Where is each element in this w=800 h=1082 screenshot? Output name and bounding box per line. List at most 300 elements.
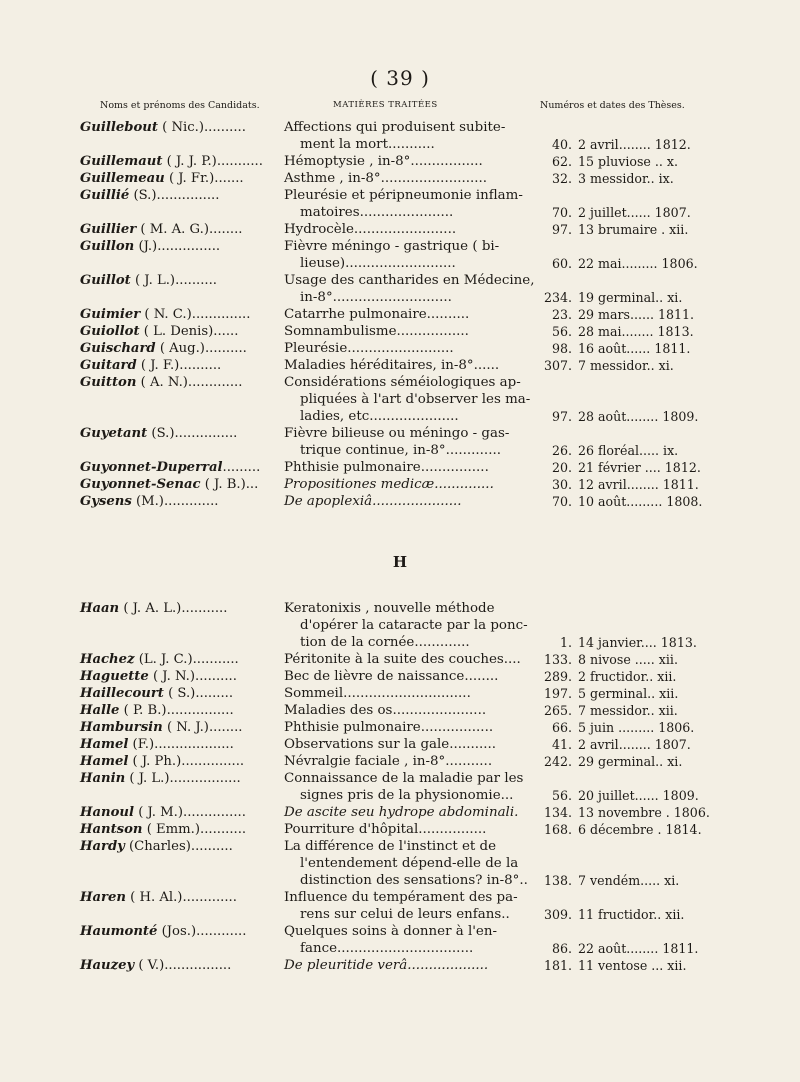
candidate-name: [80, 685, 276, 702]
thesis-subject: [284, 838, 528, 889]
candidate-name: [80, 170, 276, 187]
subject-text: Bec de lièvre de naissance: [284, 669, 465, 684]
thesis-subject: [284, 238, 524, 272]
subject-line: [284, 391, 531, 408]
leader-dots: ...............: [174, 426, 238, 441]
subject-text: Phthisie pulmonaire: [284, 460, 421, 475]
leader-dots: ................: [418, 822, 487, 837]
thesis-number: 56.: [551, 324, 572, 339]
leader-dots: ..............: [191, 307, 251, 322]
leader-dots: .................: [396, 324, 469, 339]
candidate-name: [80, 493, 276, 510]
thesis-entry: [0, 306, 800, 323]
subject-line: [284, 255, 524, 272]
subject-line: [284, 702, 524, 719]
thesis-date: 7 messidor.. xii.: [578, 703, 678, 718]
subject-text: Hémoptysie , in-8°: [284, 154, 411, 169]
leader-dots: ...........: [181, 601, 228, 616]
subject-text: Péritonite à la suite des couches: [284, 652, 504, 667]
thesis-entry: [0, 668, 800, 685]
leader-dots: .....................: [372, 494, 462, 509]
thesis-number: 26.: [551, 443, 572, 458]
subject-line: [284, 408, 524, 425]
candidate-surname: Guillié: [80, 188, 130, 203]
candidate-surname: Hanoul: [80, 805, 134, 820]
header-subjects: MATIÈRES TRAITÉES: [333, 100, 438, 110]
leader-dots: ...........: [449, 737, 497, 752]
leader-dots: ................: [164, 958, 232, 973]
leader-dots: .................: [420, 720, 494, 735]
subject-line: [284, 425, 524, 442]
candidate-surname: Hachez: [80, 652, 135, 667]
thesis-date: 26 floréal..... ix.: [578, 443, 679, 458]
thesis-number: 181.: [543, 958, 572, 973]
subject-text: tion de la cornée: [300, 635, 415, 650]
candidate-surname: Guischard: [80, 341, 156, 356]
subject-text: Maladies héréditaires, in-8°: [284, 358, 474, 373]
leader-dots: ......: [473, 358, 500, 373]
leader-dots: ....: [503, 652, 521, 667]
thesis-number: 234.: [543, 290, 572, 305]
subject-text: Influence du tempérament des pa-: [284, 890, 518, 905]
thesis-number: 289.: [543, 669, 572, 684]
subject-line: [284, 340, 524, 357]
leader-dots: ...............: [157, 239, 221, 254]
thesis-date: 2 avril........ 1807.: [578, 737, 691, 752]
candidate-name: [80, 374, 276, 391]
thesis-entry: [0, 804, 800, 821]
candidate-surname: Guimier: [80, 307, 141, 322]
leader-dots: ......................: [359, 205, 454, 220]
thesis-number: 62.: [551, 154, 572, 169]
leader-dots: ...: [500, 788, 514, 803]
candidate-name: [80, 238, 276, 255]
thesis-date: 13 novembre . 1806.: [578, 805, 710, 820]
thesis-number: 86.: [551, 941, 572, 956]
subject-line: [284, 323, 524, 340]
thesis-date: 5 germinal.. xii.: [578, 686, 679, 701]
thesis-subject: [284, 889, 524, 923]
thesis-subject: [284, 425, 524, 459]
candidate-name: [80, 889, 276, 906]
subject-text: Catarrhe pulmonaire: [284, 307, 427, 322]
subject-line: [284, 238, 524, 255]
leader-dots: ....................: [373, 409, 459, 424]
thesis-entry: [0, 119, 800, 153]
subject-text: Usage des cantharides en Médecine,: [284, 273, 535, 288]
candidate-name: [80, 153, 276, 170]
candidate-name: [80, 272, 276, 289]
thesis-number: 133.: [543, 652, 572, 667]
thesis-date: 29 mars...... 1811.: [578, 307, 695, 322]
thesis-subject: [284, 600, 528, 651]
thesis-date: 16 août...... 1811.: [578, 341, 691, 356]
subject-line: [284, 289, 524, 306]
thesis-entry: [0, 889, 800, 923]
leader-dots: .........: [222, 460, 261, 475]
candidate-name: [80, 838, 276, 855]
candidate-surname: Hambursin: [80, 720, 163, 735]
subject-line: [284, 221, 524, 238]
candidate-surname: Haan: [80, 601, 120, 616]
candidate-surname: Guiollot: [80, 324, 140, 339]
subject-text: Somnambulisme: [284, 324, 397, 339]
thesis-subject: [284, 651, 524, 668]
candidate-surname: Guillemaut: [80, 154, 163, 169]
candidate-given-name: ( Emm.): [142, 822, 201, 837]
leader-dots: .............: [414, 635, 470, 650]
thesis-subject: [284, 459, 524, 476]
subject-text: Considérations séméiologiques ap-: [284, 375, 521, 390]
thesis-date: 2 juillet...... 1807.: [578, 205, 691, 220]
candidate-surname: Haillecourt: [80, 686, 164, 701]
candidate-given-name: (S.): [147, 426, 175, 441]
thesis-entry: [0, 736, 800, 753]
thesis-entry: [0, 357, 800, 374]
section-h-entries: [0, 600, 800, 974]
candidate-surname: Haumonté: [80, 924, 158, 939]
subject-text: Affections qui produisent subite-: [284, 120, 506, 135]
candidate-given-name: ( J. B.): [200, 477, 246, 492]
thesis-entry: [0, 821, 800, 838]
candidate-given-name: ( S.): [163, 686, 196, 701]
leader-dots: ..: [501, 907, 510, 922]
candidate-surname: Guyonnet-Duperral: [80, 460, 223, 475]
thesis-entry: [0, 187, 800, 221]
subject-text: matoires: [300, 205, 360, 220]
candidate-given-name: ( J. M.): [134, 805, 184, 820]
leader-dots: ........: [208, 720, 243, 735]
thesis-number: 30.: [551, 477, 572, 492]
thesis-date: 2 avril........ 1812.: [578, 137, 691, 152]
candidate-name: [80, 804, 276, 821]
leader-dots: ...................: [407, 958, 489, 973]
leader-dots: ..............................: [343, 686, 471, 701]
thesis-subject: [284, 221, 524, 238]
candidate-given-name: ( V.): [134, 958, 165, 973]
subject-line: [284, 187, 524, 204]
subject-line: [284, 838, 524, 855]
subject-line: [284, 719, 524, 736]
subject-text: Pleurésie: [284, 341, 348, 356]
candidate-name: [80, 119, 276, 136]
leader-dots: .................: [169, 771, 241, 786]
thesis-entry: [0, 476, 800, 493]
subject-line: [284, 821, 524, 838]
subject-line: [284, 855, 524, 872]
thesis-date: 5 juin ......... 1806.: [578, 720, 695, 735]
subject-text: rens sur celui de leurs enfans: [300, 907, 502, 922]
thesis-subject: [284, 357, 524, 374]
subject-text: Hydrocèle: [284, 222, 354, 237]
leader-dots: ...........: [192, 652, 239, 667]
thesis-date: 2 fructidor.. xii.: [578, 669, 677, 684]
candidate-given-name: ( N. J.): [162, 720, 209, 735]
candidate-name: [80, 323, 276, 340]
subject-line: [284, 204, 524, 221]
candidate-name: [80, 340, 276, 357]
candidate-given-name: (Charles): [124, 839, 191, 854]
subject-line: [284, 306, 524, 323]
candidate-name: [80, 425, 276, 442]
subject-line: [284, 459, 524, 476]
subject-line: [284, 787, 524, 804]
candidate-given-name: (Jos.): [157, 924, 197, 939]
subject-line: [284, 170, 524, 187]
leader-dots: ..........: [195, 669, 237, 684]
subject-text: lieuse): [300, 256, 346, 271]
subject-line: [284, 600, 524, 617]
thesis-number: 197.: [543, 686, 572, 701]
subject-text: Quelques soins à donner à l'en-: [284, 924, 498, 939]
leader-dots: ........: [208, 222, 243, 237]
candidate-given-name: ( J. J. P.): [162, 154, 217, 169]
leader-dots: ...............: [156, 188, 220, 203]
candidate-given-name: ( N. C.): [140, 307, 192, 322]
thesis-entry: [0, 719, 800, 736]
thesis-entry: [0, 957, 800, 974]
thesis-subject: [284, 702, 524, 719]
thesis-date: 8 nivose ..... xii.: [578, 652, 678, 667]
leader-dots: ................................: [337, 941, 474, 956]
thesis-entry: [0, 238, 800, 272]
thesis-date: 20 juillet...... 1809.: [578, 788, 699, 803]
thesis-subject: [284, 476, 524, 493]
subject-line: [284, 357, 524, 374]
candidate-surname: Guyetant: [80, 426, 148, 441]
leader-dots: ...............: [183, 805, 246, 820]
thesis-entry: [0, 153, 800, 170]
thesis-date: 11 fructidor.. xii.: [578, 907, 685, 922]
subject-text: Sommeil: [284, 686, 344, 701]
thesis-number: 168.: [543, 822, 572, 837]
candidate-surname: Hanin: [80, 771, 126, 786]
leader-dots: .............: [445, 443, 501, 458]
subject-text: pliquées à l'art d'observer les ma-: [300, 392, 531, 407]
thesis-subject: [284, 153, 524, 170]
subject-line: [284, 906, 524, 923]
subject-line: [284, 872, 528, 889]
thesis-subject: [284, 323, 524, 340]
thesis-entry: [0, 272, 800, 306]
subject-line: [284, 272, 535, 289]
candidate-surname: Guitard: [80, 358, 137, 373]
candidate-name: [80, 702, 276, 719]
thesis-number: 1.: [559, 635, 572, 650]
thesis-entry: [0, 493, 800, 510]
subject-line: [284, 889, 524, 906]
candidate-surname: Guillebout: [80, 120, 158, 135]
thesis-number: 40.: [551, 137, 572, 152]
subject-text: d'opérer la cataracte par la ponc-: [300, 618, 528, 633]
leader-dots: ............................: [332, 290, 452, 305]
subject-text: ment la mort: [300, 137, 388, 152]
subject-line: [284, 374, 524, 391]
leader-dots: ...: [245, 477, 259, 492]
subject-text: Pourriture d'hôpital: [284, 822, 419, 837]
candidate-name: [80, 753, 276, 770]
subject-text: fance: [300, 941, 337, 956]
candidate-given-name: ( A. N.): [136, 375, 188, 390]
thesis-number: 70.: [551, 494, 572, 509]
thesis-date: 28 mai........ 1813.: [578, 324, 694, 339]
candidate-name: [80, 821, 276, 838]
thesis-subject: [284, 736, 524, 753]
candidate-name: [80, 476, 276, 493]
thesis-number: 138.: [543, 873, 572, 888]
thesis-subject: [284, 668, 524, 685]
thesis-date: 22 août........ 1811.: [578, 941, 699, 956]
thesis-entry: [0, 702, 800, 719]
candidate-surname: Guillier: [80, 222, 137, 237]
candidate-given-name: ( Nic.): [157, 120, 204, 135]
thesis-entry: [0, 170, 800, 187]
leader-dots: ................: [420, 460, 489, 475]
thesis-subject: [284, 119, 524, 153]
thesis-subject: [284, 170, 524, 187]
subject-line: [284, 476, 524, 493]
candidate-surname: Guillot: [80, 273, 131, 288]
thesis-date: 7 vendém..... xi.: [578, 873, 680, 888]
thesis-date: 14 janvier.... 1813.: [578, 635, 697, 650]
subject-text: La différence de l'instinct et de: [284, 839, 497, 854]
leader-dots: .............: [187, 375, 243, 390]
thesis-entry: [0, 374, 800, 425]
candidate-name: [80, 719, 276, 736]
thesis-entry: [0, 753, 800, 770]
thesis-number: 134.: [543, 805, 572, 820]
thesis-entry: [0, 323, 800, 340]
candidate-surname: Guitton: [80, 375, 137, 390]
thesis-subject: [284, 685, 524, 702]
leader-dots: ...........: [216, 154, 263, 169]
thesis-subject: [284, 340, 524, 357]
leader-dots: ......: [213, 324, 239, 339]
leader-dots: ..........: [203, 120, 246, 135]
leader-dots: ......................: [392, 703, 487, 718]
candidate-name: [80, 459, 276, 476]
thesis-number: 98.: [551, 341, 572, 356]
leader-dots: ............: [196, 924, 247, 939]
thesis-number: 265.: [543, 703, 572, 718]
candidate-given-name: ( P. B.): [119, 703, 167, 718]
candidate-name: [80, 187, 276, 204]
subject-text: Fièvre méningo - gastrique ( bi-: [284, 239, 500, 254]
thesis-number: 32.: [551, 171, 572, 186]
thesis-number: 97.: [551, 222, 572, 237]
thesis-subject: [284, 923, 524, 957]
leader-dots: ................: [166, 703, 234, 718]
thesis-subject: [284, 187, 524, 221]
candidate-surname: Gysens: [80, 494, 132, 509]
candidate-given-name: (S.): [129, 188, 157, 203]
header-thesis-numbers-dates: Numéros et dates des Thèses.: [540, 100, 685, 111]
subject-line: [284, 136, 524, 153]
subject-text: Asthme , in-8°: [284, 171, 381, 186]
candidate-given-name: (J.): [134, 239, 158, 254]
candidate-given-name: ( J. Ph.): [128, 754, 182, 769]
candidate-given-name: ( Aug.): [155, 341, 205, 356]
page-number: ( 39 ): [370, 66, 430, 90]
leader-dots: ..........: [426, 307, 470, 322]
leader-dots: .............: [182, 890, 237, 905]
subject-text: Fièvre bilieuse ou méningo - gas-: [284, 426, 510, 441]
subject-text: l'entendement dépend-elle de la: [300, 856, 519, 871]
thesis-number: 60.: [551, 256, 572, 271]
leader-dots: ..........: [175, 273, 217, 288]
thesis-entry: [0, 685, 800, 702]
leader-dots: .........: [195, 686, 234, 701]
candidate-name: [80, 668, 276, 685]
subject-text: Phthisie pulmonaire: [284, 720, 421, 735]
thesis-number: 20.: [551, 460, 572, 475]
leader-dots: ..........: [204, 341, 247, 356]
thesis-date: 22 mai......... 1806.: [578, 256, 698, 271]
thesis-subject: [284, 306, 524, 323]
thesis-number: 23.: [551, 307, 572, 322]
subject-line: [284, 685, 524, 702]
thesis-subject: [284, 957, 524, 974]
letter-heading: H: [392, 553, 408, 571]
candidate-given-name: ( J. Fr.): [164, 171, 215, 186]
candidate-given-name: ( J. L.): [125, 771, 170, 786]
subject-line: [284, 634, 524, 651]
leader-dots: .............: [163, 494, 219, 509]
leader-dots: ..........: [190, 839, 233, 854]
thesis-entry: [0, 221, 800, 238]
subject-text: in-8°: [300, 290, 333, 305]
candidate-name: [80, 221, 276, 238]
thesis-subject: [284, 770, 524, 804]
thesis-date: 12 avril........ 1811.: [578, 477, 699, 492]
candidate-given-name: ( M. A. G.): [136, 222, 209, 237]
leader-dots: ...........: [387, 137, 435, 152]
subject-text: Propositiones medicæ: [284, 477, 435, 492]
candidate-name: [80, 306, 276, 323]
candidate-name: [80, 957, 276, 974]
subject-line: [284, 442, 524, 459]
thesis-entry: [0, 651, 800, 668]
leader-dots: .................: [410, 154, 483, 169]
thesis-number: 70.: [551, 205, 572, 220]
column-headers: [0, 100, 800, 116]
leader-dots: ..: [519, 873, 528, 888]
thesis-number: 97.: [551, 409, 572, 424]
subject-text: De apoplexiâ: [284, 494, 373, 509]
header-candidate-names: Noms et prénoms des Candidats.: [100, 100, 260, 111]
thesis-date: 29 germinal.. xi.: [578, 754, 683, 769]
thesis-date: 6 décembre . 1814.: [578, 822, 702, 837]
candidate-given-name: ( L. Denis): [139, 324, 214, 339]
leader-dots: ...............: [181, 754, 245, 769]
leader-dots: .........................: [380, 171, 488, 186]
candidate-name: [80, 736, 276, 753]
thesis-date: 28 août........ 1809.: [578, 409, 699, 424]
thesis-entry: [0, 923, 800, 957]
thesis-date: 13 brumaire . xii.: [578, 222, 689, 237]
thesis-number: 309.: [543, 907, 572, 922]
candidate-given-name: (F.): [128, 737, 155, 752]
thesis-date: 11 ventose ... xii.: [578, 958, 687, 973]
thesis-date: 15 pluviose .. x.: [578, 154, 678, 169]
candidate-surname: Hardy: [80, 839, 125, 854]
thesis-entry: [0, 600, 800, 651]
candidate-surname: Guillon: [80, 239, 135, 254]
section-g-entries: [0, 119, 800, 510]
leader-dots: ...........: [445, 754, 493, 769]
leader-dots: ...................: [154, 737, 234, 752]
subject-text: Keratonixis , nouvelle méthode: [284, 601, 495, 616]
